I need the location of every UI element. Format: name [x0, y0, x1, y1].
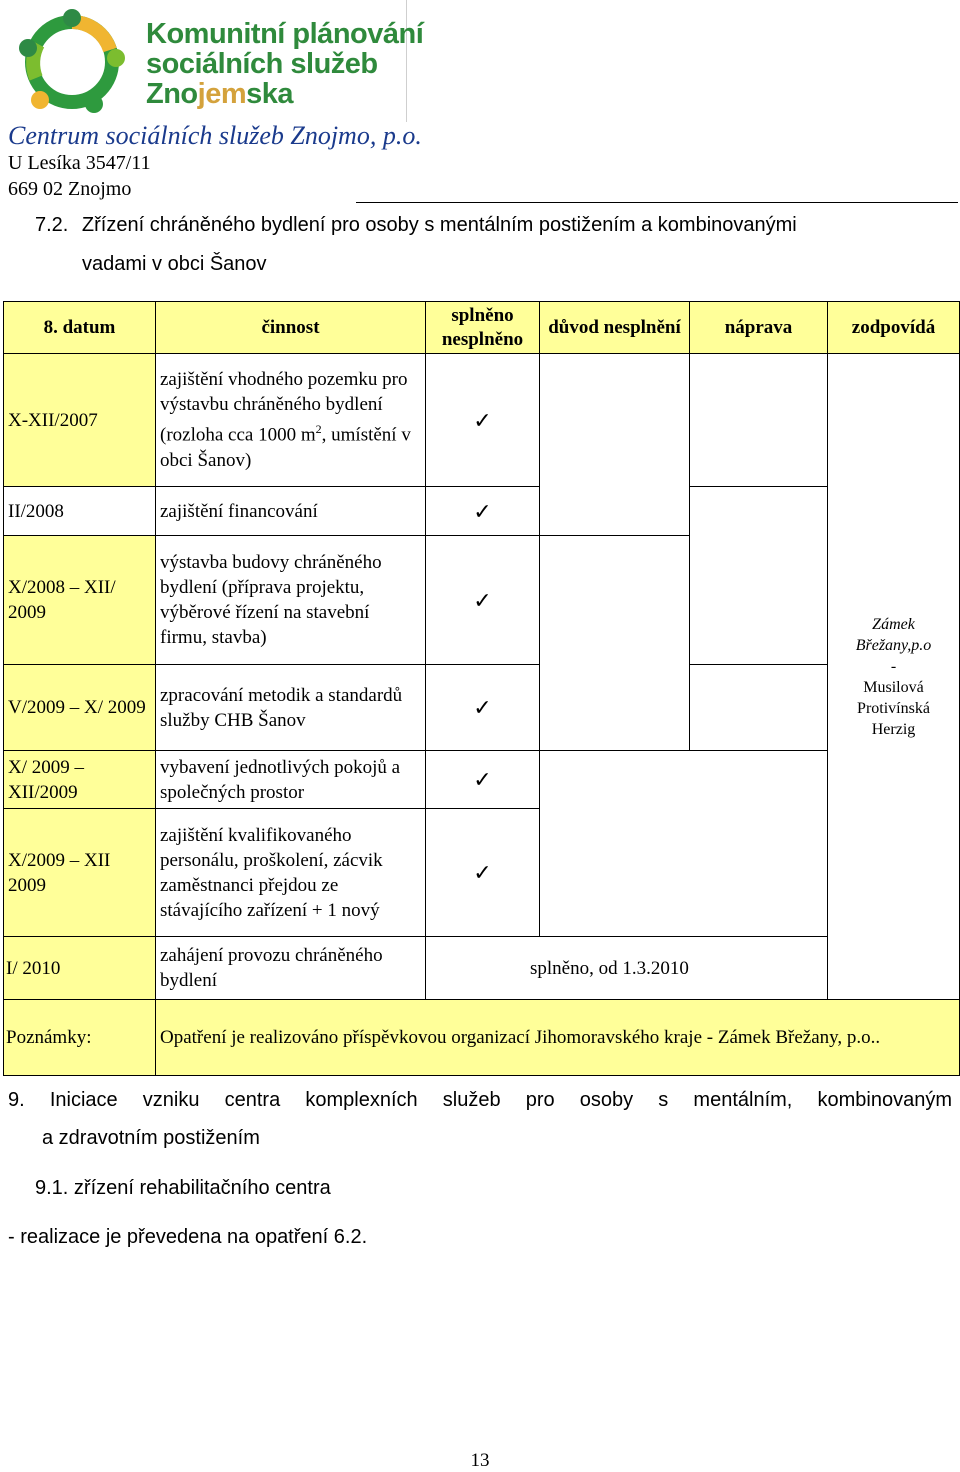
community-logo-icon [18, 8, 126, 116]
cell-splneno-check: ✓ [426, 809, 540, 937]
cell-cinnost: zpracování metodik a standardů služby CHB Šanov [156, 665, 426, 751]
table-row [4, 751, 960, 809]
cell-naprava [690, 487, 828, 665]
cell-splneno-check: ✓ [426, 487, 540, 536]
zodpovida-line1: Zámek [872, 615, 915, 633]
zodpovida-line2: Břežany,p.o [855, 636, 932, 654]
cell-datum: II/2008 [4, 487, 156, 536]
header-datum: 8. datum [4, 302, 156, 354]
header-splneno: splněno nesplněno [426, 302, 540, 354]
section-9-1-number: 9.1. [35, 1177, 69, 1199]
cell-naprava [690, 354, 828, 487]
section-7-2-title-line2: vadami v obci Šanov [82, 253, 267, 275]
cell-cinnost: výstavba budovy chráněného bydlení (příprava projektu, výběrové řízení na stavební firmu, stavba) [156, 536, 426, 665]
cell-splneno-text: splněno, od 1.3.2010 [426, 937, 828, 1000]
section-7-2-heading [35, 214, 797, 237]
action-plan-table [3, 301, 960, 1076]
cell-splneno-check: ✓ [426, 354, 540, 487]
section-9-title: Iniciace vzniku centra komplexních služeb pro osoby s mentálním, kombinovaným [49, 1089, 953, 1111]
cell-duvod [540, 354, 690, 536]
cell-cinnost: zajištění kvalifikovaného personálu, proškolení, zácvik zaměstnanci přejdou ze stávajícího zařízení + 1 nový [156, 809, 426, 937]
cell-datum: I/ 2010 [4, 937, 156, 1000]
realization-note: - realizace je převedena na opatření 6.2. [8, 1226, 368, 1248]
organization-name: Centrum sociálních služeb Znojmo, p.o. [8, 121, 422, 150]
cell-splneno-check: ✓ [426, 536, 540, 665]
cell-splneno-check: ✓ [426, 751, 540, 809]
cell-splneno-check: ✓ [426, 665, 540, 751]
table-row [4, 937, 960, 1000]
page-number: 13 [470, 1450, 490, 1471]
cell-naprava [690, 665, 828, 751]
section-7-2-number: 7.2. [35, 214, 69, 236]
section-7-2-title: Zřízení chráněného bydlení pro osoby s mentálním postižením a kombinovanými [81, 214, 797, 236]
cell-cinnost: vybavení jednotlivých pokojů a společných prostor [156, 751, 426, 809]
logo-text-line1: Komunitní plánování [146, 18, 424, 50]
section-9-title-line2: a zdravotním postižením [42, 1127, 260, 1149]
zodpovida-line5: Protivínská [857, 699, 930, 717]
cell-cinnost: zajištění financování [156, 487, 426, 536]
table-row [4, 665, 960, 751]
notes-text: Opatření je realizováno příspěvkovou organizací Jihomoravského kraje - Zámek Břežany, p.o.. [156, 1000, 960, 1076]
cell-datum: X/2009 – XII 2009 [4, 809, 156, 937]
cell-duvod [540, 536, 690, 751]
cell-duvod-naprava [540, 751, 828, 937]
section-9-1-title: zřízení rehabilitačního centra [73, 1177, 331, 1199]
cell-datum: X/ 2009 – XII/2009 [4, 751, 156, 809]
cinnost-text-tail: , umístění v obci Šanov) [160, 424, 411, 471]
header-duvod: důvod nesplnění [540, 302, 690, 354]
cell-datum: X/2008 – XII/ 2009 [4, 536, 156, 665]
cinnost-superscript: 2 [315, 422, 322, 437]
cinnost-text: zajištění vhodného pozemku pro výstavbu chráněného bydlení (rozloha cca 1000 m [160, 369, 408, 446]
zodpovida-line6: Herzig [871, 720, 916, 738]
notes-label: Poznámky: [4, 1000, 156, 1076]
cell-zodpovida [828, 354, 960, 1000]
header-zodpovida: zodpovídá [828, 302, 960, 354]
table-row [4, 354, 960, 487]
address-city: 669 02 Znojmo [8, 178, 132, 200]
section-9-1-heading [35, 1177, 331, 1200]
section-9-heading [8, 1089, 952, 1112]
header-cinnost: činnost [156, 302, 426, 354]
header-naprava: náprava [690, 302, 828, 354]
header-divider [356, 202, 958, 203]
table-row [4, 487, 960, 536]
section-9-number: 9. [8, 1089, 25, 1111]
logo-text-line3: Znojemska [146, 78, 294, 110]
address-street: U Lesíka 3547/11 [8, 152, 151, 174]
logo-text-line2: sociálních služeb [146, 48, 378, 80]
cell-datum: V/2009 – X/ 2009 [4, 665, 156, 751]
cell-datum: X-XII/2007 [4, 354, 156, 487]
table-header-row [4, 302, 960, 354]
zodpovida-line4: Musilová [863, 678, 924, 696]
zodpovida-line3: - [890, 657, 897, 675]
cell-cinnost [156, 354, 426, 487]
cell-cinnost: zahájení provozu chráněného bydlení [156, 937, 426, 1000]
table-notes-row [4, 1000, 960, 1076]
